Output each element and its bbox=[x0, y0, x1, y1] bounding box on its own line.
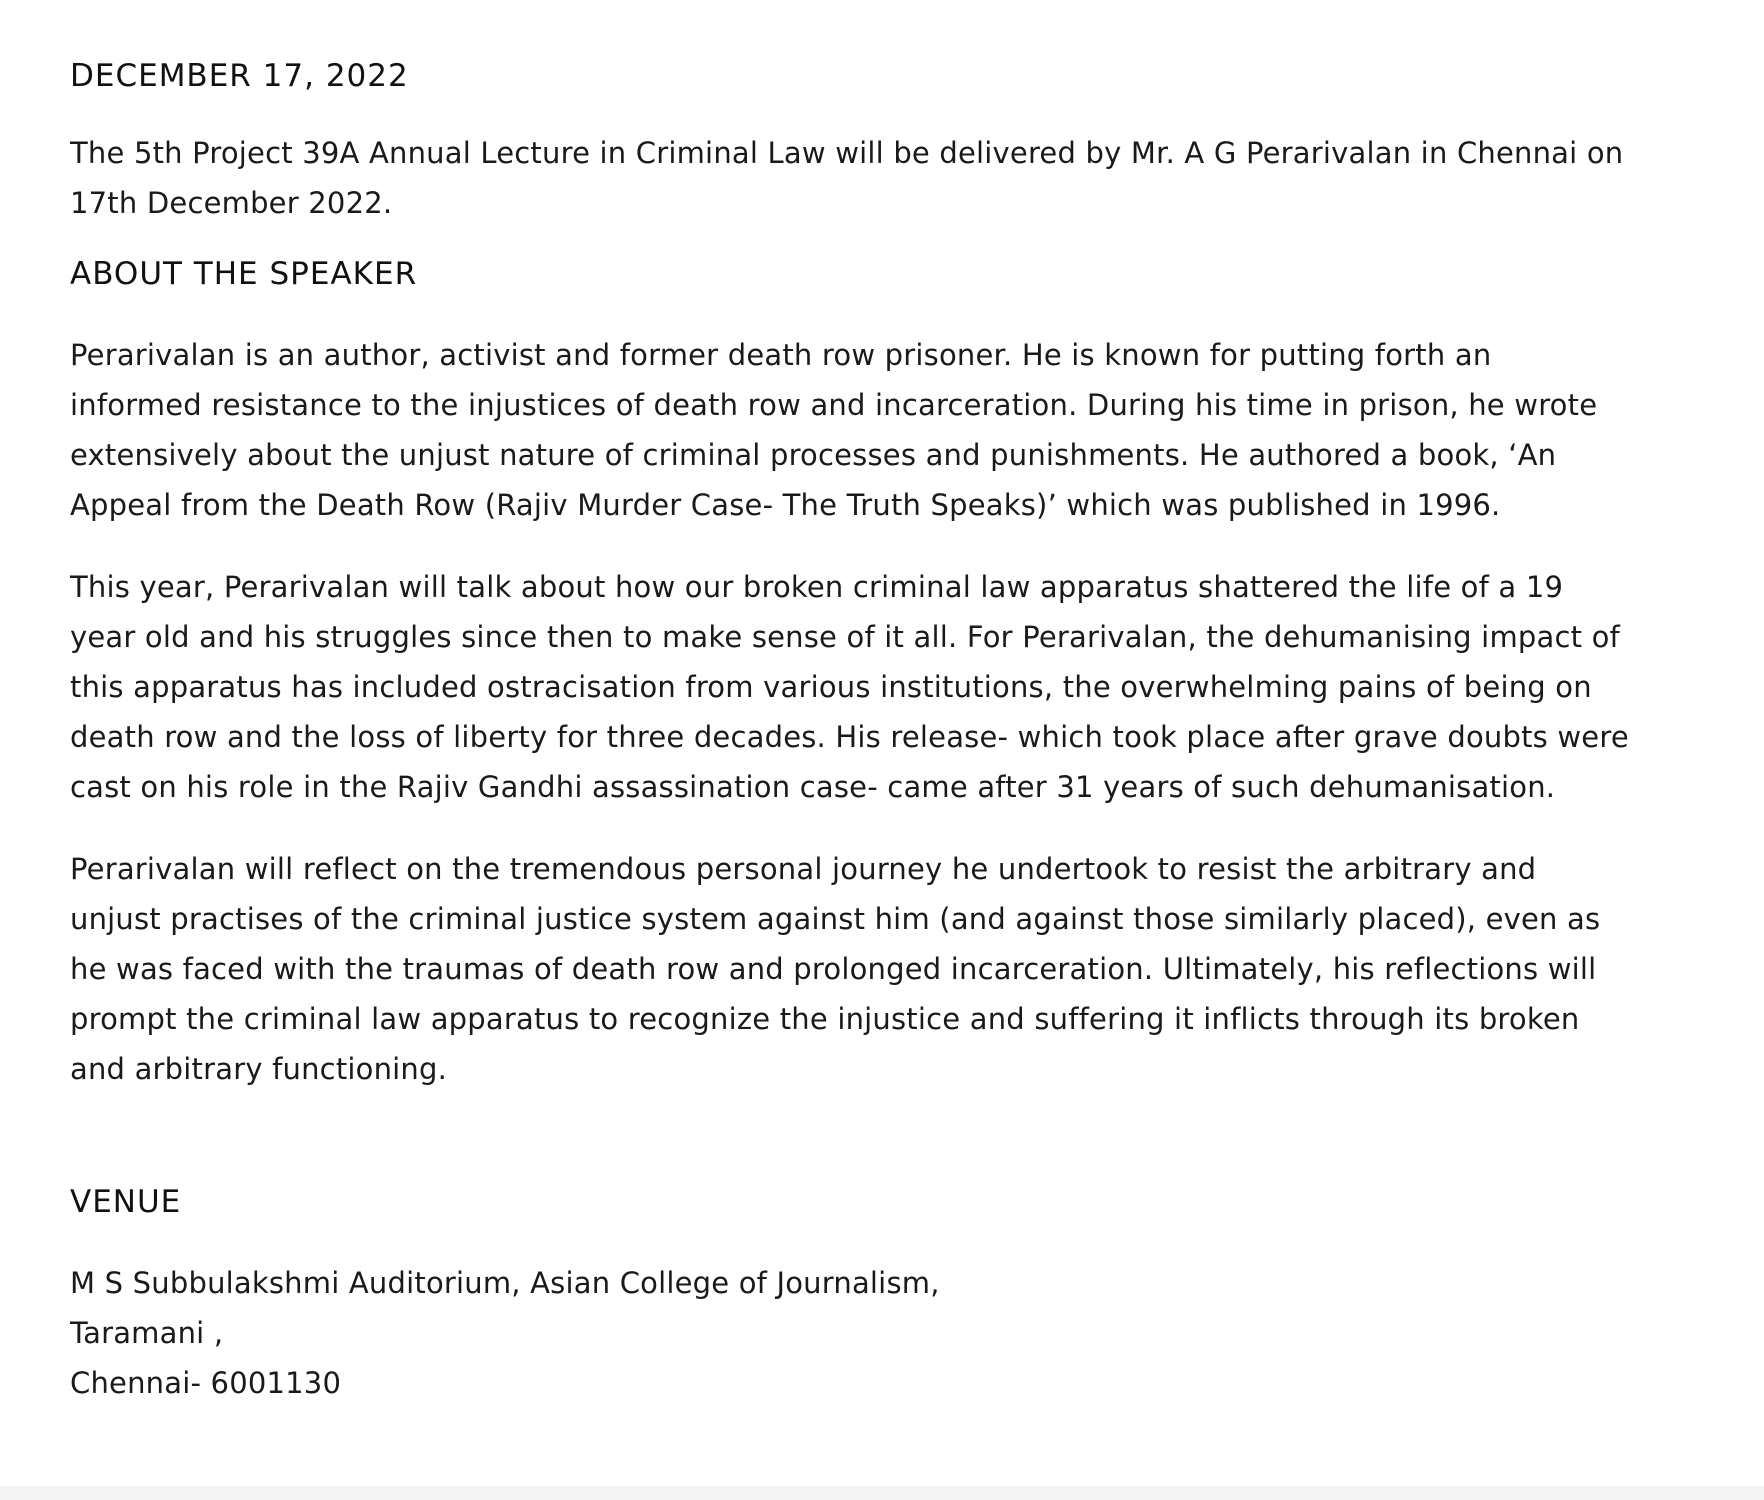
intro-paragraph: The 5th Project 39A Annual Lecture in Criminal Law will be delivered by Mr. A G Perarivalan in Chennai on 17th December 2022. bbox=[70, 136, 1624, 220]
page-bottom-divider bbox=[0, 1486, 1764, 1500]
about-speaker-heading: ABOUT THE SPEAKER bbox=[70, 256, 418, 292]
venue-heading: VENUE bbox=[70, 1184, 182, 1220]
venue-line-area: Taramani , bbox=[70, 1316, 224, 1350]
speaker-bio-paragraph: Perarivalan is an author, activist and former death row prisoner. He is known for putting forth an informed resistance to the injustices of death row and incarceration. During his time in prison, he wrote extensively about the unjust nature of criminal processes and punishments. He authored a book, ‘An Appeal from the Death Row (Rajiv Murder Case- The Truth Speaks)’ which was published in 1996. bbox=[70, 338, 1598, 522]
event-article bbox=[70, 56, 1630, 1408]
event-date-heading: DECEMBER 17, 2022 bbox=[70, 58, 409, 94]
venue-line-auditorium: M S Subbulakshmi Auditorium, Asian College of Journalism, bbox=[70, 1266, 940, 1300]
talk-description-paragraph: This year, Perarivalan will talk about how our broken criminal law apparatus shattered the life of a 19 year old and his struggles since then to make sense of it all. For Perarivalan, the dehumanising impact of this apparatus has included ostracisation from various institutions, the overwhelming pains of being on death row and the loss of liberty for three decades. His release- which took place after grave doubts were cast on his role in the Rajiv Gandhi assassination case- came after 31 years of such dehumanisation. bbox=[70, 570, 1629, 804]
venue-line-city: Chennai- 6001130 bbox=[70, 1366, 342, 1400]
venue-address bbox=[70, 1258, 1630, 1408]
reflection-paragraph: Perarivalan will reflect on the tremendous personal journey he undertook to resist the arbitrary and unjust practises of the criminal justice system against him (and against those similarly placed), even as he was faced with the traumas of death row and prolonged incarceration. Ultimately, his reflections will prompt the criminal law apparatus to recognize the injustice and suffering it inflicts through its broken and arbitrary functioning. bbox=[70, 852, 1601, 1086]
